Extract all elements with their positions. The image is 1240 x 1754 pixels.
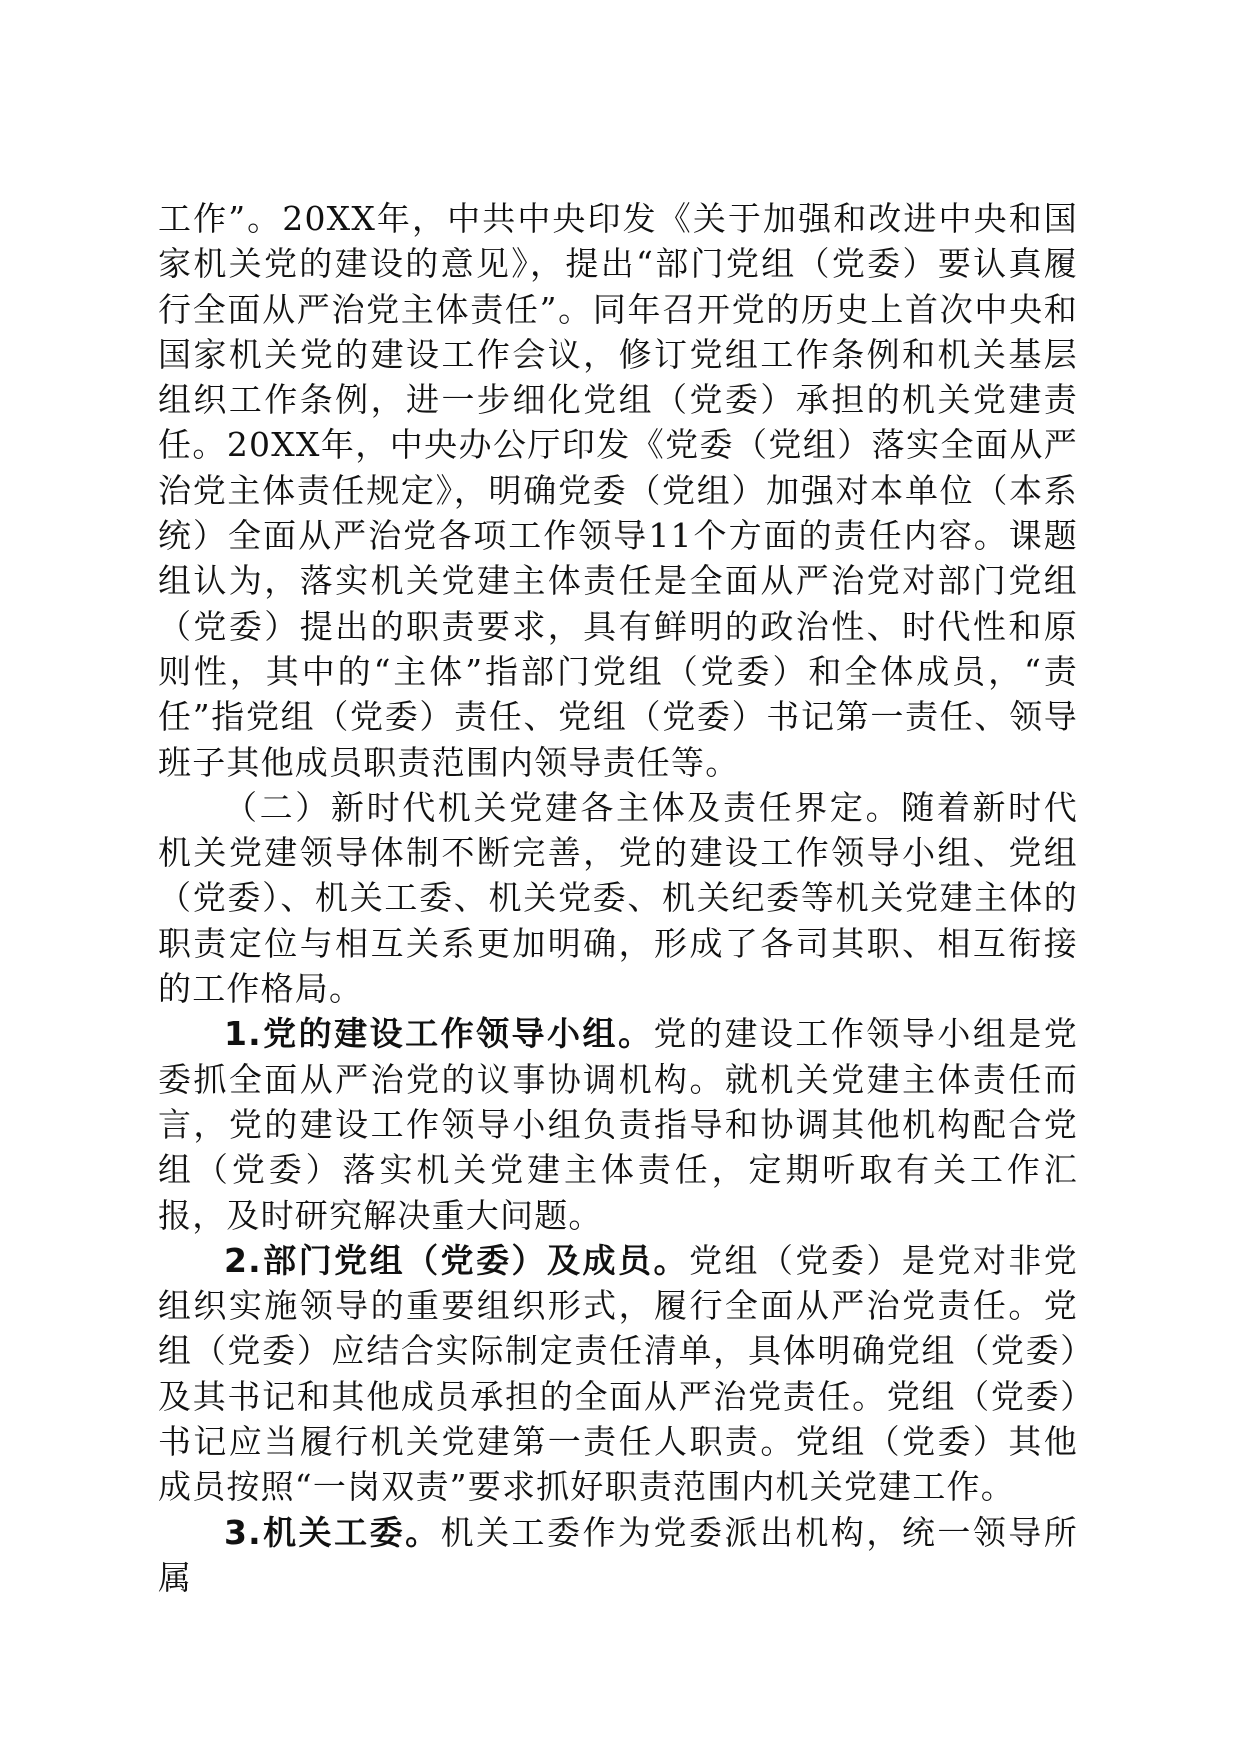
paragraph-text: 工作”。20XX年，中共中央印发《关于加强和改进中央和国家机关党的建设的意见》，提出“部门党组（党委）要认真履行全面从严治党主体责任”。同年召开党的历史上首次中央和国家机关党的建设工作会议，修订党组工作条例和机关基层组织工作条例，进一步细化党组（党委）承担的机关党建责任。20XX年，中央办公厅印发《党委（党组）落实全面从严治党主体责任规定》，明确党委（党组）加强对本单位（本系统）全面从严治党各项工作领导11个方面的责任内容。课题组认为，落实机关党建主体责任是全面从严治党对部门党组（党委）提出的职责要求，具有鲜明的政治性、时代性和原则性，其中的“主体”指部门党组（党委）和全体成员，“责任”指党组（党委）责任、党组（党委）书记第一责任、领导班子其他成员职责范围内领导责任等。 bbox=[158, 199, 1078, 782]
paragraph-text: 机关工委作为党委派出机构，统一领导所属 bbox=[158, 1512, 1078, 1597]
paragraph-item-one bbox=[158, 1011, 1078, 1237]
item-heading: 1.党的建设工作领导小组。 bbox=[224, 1014, 654, 1054]
item-heading: 2.部门党组（党委）及成员。 bbox=[224, 1240, 689, 1280]
paragraph-item-three bbox=[158, 1510, 1078, 1601]
paragraph-section-two bbox=[158, 785, 1078, 1011]
paragraph-text: 党的建设工作领导小组是党委抓全面从严治党的议事协调机构。就机关党建主体责任而言，党的建设工作领导小组负责指导和协调其他机构配合党组（党委）落实机关党建主体责任，定期听取有关工作汇报，及时研究解决重大问题。 bbox=[158, 1014, 1078, 1235]
paragraph-text: 党组（党委）是党对非党组织实施领导的重要组织形式，履行全面从严治党责任。党组（党委）应结合实际制定责任清单，具体明确党组（党委）及其书记和其他成员承担的全面从严治党责任。党组（党委）书记应当履行机关党建第一责任人职责。党组（党委）其他成员按照“一岗双责”要求抓好职责范围内机关党建工作。 bbox=[158, 1240, 1078, 1507]
paragraph-continuation bbox=[158, 196, 1078, 785]
paragraph-text: （二）新时代机关党建各主体及责任界定。随着新时代机关党建领导体制不断完善，党的建设工作领导小组、党组（党委）、机关工委、机关党委、机关纪委等机关党建主体的职责定位与相互关系更加明确，形成了各司其职、相互衔接的工作格局。 bbox=[158, 787, 1078, 1009]
item-heading: 3.机关工委。 bbox=[224, 1512, 441, 1552]
document-body bbox=[158, 196, 1078, 1600]
paragraph-item-two bbox=[158, 1238, 1078, 1510]
